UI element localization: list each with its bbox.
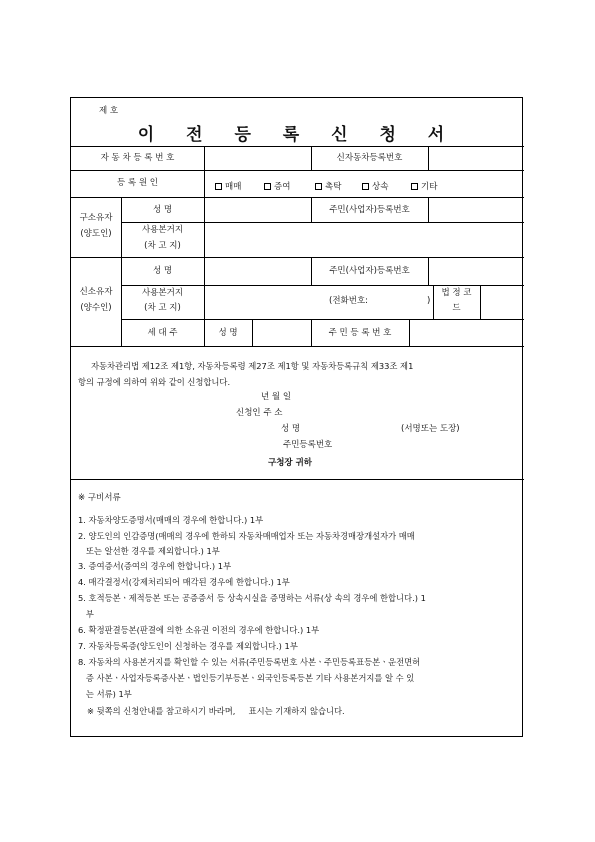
checkbox-icon bbox=[264, 183, 271, 190]
checkbox-icon bbox=[315, 183, 322, 190]
reason-label: 등 록 원 인 bbox=[117, 178, 158, 188]
new-reg-no-field[interactable] bbox=[429, 147, 523, 169]
old-owner-location-field[interactable] bbox=[205, 223, 523, 256]
document-item: 7. 자동차등록증(양도인이 신청하는 경우를 제외합니다.) 1부 bbox=[78, 641, 298, 651]
reason-option-gift[interactable]: 증여 bbox=[264, 180, 290, 192]
new-owner-id-label: 주민(사업자)등록번호 bbox=[329, 266, 410, 276]
new-owner-sub: (양수인) bbox=[80, 303, 112, 313]
phone-close: ) bbox=[427, 296, 431, 306]
document-item: 5. 호적등본ㆍ제적등본 또는 공증증서 등 상속시실을 증명하는 서류(상 속의 경우에 한합니다.) 1 bbox=[78, 593, 426, 603]
reason-option-other[interactable]: 기타 bbox=[411, 180, 437, 192]
reason-option-inheritance[interactable]: 상속 bbox=[362, 180, 388, 192]
old-owner-id-label: 주민(사업자)등록번호 bbox=[329, 205, 410, 215]
old-owner-name-field[interactable] bbox=[205, 198, 310, 221]
old-owner-id-field[interactable] bbox=[429, 198, 523, 221]
applicant-id-label: 주민등록번호 bbox=[283, 440, 333, 450]
new-reg-no-label: 신자동차등록번호 bbox=[336, 153, 403, 163]
new-owner-name-field[interactable] bbox=[205, 258, 310, 284]
sign-label: (서명또는 도장) bbox=[401, 424, 460, 434]
checkbox-icon bbox=[411, 183, 418, 190]
old-owner-label: 구소유자 bbox=[79, 213, 113, 223]
form-number-label: 제 호 bbox=[99, 106, 119, 116]
documents-header: ※ 구비서류 bbox=[78, 493, 121, 503]
old-owner-garage-label: (차 고 지) bbox=[144, 241, 181, 251]
new-owner-id-field[interactable] bbox=[429, 258, 523, 284]
household-head-label: 세 대 주 bbox=[147, 328, 178, 338]
new-owner-location-field[interactable] bbox=[205, 286, 432, 318]
form-title: 이 전 등 록 신 청 서 bbox=[137, 125, 458, 145]
documents-note: ※ 뒷쪽의 신청안내를 참고하시기 바라며, 표시는 기재하지 않습니다. bbox=[87, 706, 345, 716]
new-owner-label: 신소유자 bbox=[79, 287, 113, 297]
document-item: 는 서류) 1부 bbox=[78, 689, 132, 699]
application-form bbox=[70, 97, 523, 737]
reason-option-commission[interactable]: 촉탁 bbox=[315, 180, 341, 192]
date-line: 년 월 일 bbox=[261, 392, 292, 402]
old-owner-name-label: 성 명 bbox=[152, 205, 173, 215]
declaration-line-2: 항의 규정에 의하여 위와 같이 신청합니다. bbox=[78, 377, 231, 387]
old-owner-sub: (양도인) bbox=[80, 229, 112, 239]
document-item: 4. 매각결정서(강제처리되어 매각된 경우에 한합니다.) 1부 bbox=[78, 577, 290, 587]
household-id-field[interactable] bbox=[410, 320, 523, 345]
document-item: 6. 확정판결등본(판결에 의한 소유권 이전의 경우에 한합니다.) 1부 bbox=[78, 625, 320, 635]
household-name-label: 성 명 bbox=[218, 328, 238, 338]
checkbox-icon bbox=[362, 183, 369, 190]
document-item: 또는 알선한 경우를 제외합니다.) 1부 bbox=[78, 546, 220, 556]
vehicle-reg-no-field[interactable] bbox=[205, 147, 310, 169]
addressee: 구청장 귀하 bbox=[268, 458, 313, 468]
household-name-field[interactable] bbox=[253, 320, 310, 345]
document-item: 1. 자동차양도증명서(매매의 경우에 한합니다.) 1부 bbox=[78, 515, 264, 525]
applicant-name-label: 성 명 bbox=[281, 424, 301, 434]
document-item: 8. 자동차의 사용본거지를 확인할 수 있는 서류(주민등록번호 사본ㆍ주민등록표등본ㆍ운전면허 bbox=[78, 657, 421, 667]
document-item: 증 사본ㆍ사업자등록증사본ㆍ법인등기부등본ㆍ외국인등록등본 기타 사용본거지를 알 수 있 bbox=[78, 673, 415, 683]
court-code-field[interactable] bbox=[481, 286, 523, 318]
document-item: 부 bbox=[78, 609, 94, 619]
document-item: 3. 증여증서(증여의 경우에 한합니다.) 1부 bbox=[78, 561, 232, 571]
phone-label: (전화번호: bbox=[329, 296, 369, 306]
new-owner-garage-label: (차 고 지) bbox=[144, 303, 181, 313]
document-item: 2. 양도인의 인감증명(매매의 경우에 한하되 자동차매매업자 또는 자동차경매장개설자가 매매 bbox=[78, 531, 415, 541]
checkbox-icon bbox=[215, 183, 222, 190]
new-owner-name-label: 성 명 bbox=[152, 266, 173, 276]
new-owner-location-label: 사용본거지 bbox=[141, 288, 184, 298]
applicant-address-label: 신청인 주 소 bbox=[236, 408, 283, 418]
reason-option-sale[interactable]: 매매 bbox=[215, 180, 241, 192]
declaration-line-1: 자동차관리법 제12조 제1항, 자동차등록령 제27조 제1항 및 자동차등록규칙 제33조 제1 bbox=[91, 361, 414, 371]
vehicle-reg-no-label: 자 동 차 등 록 번 호 bbox=[100, 153, 175, 163]
court-code-label: 법 정 코 bbox=[441, 288, 472, 298]
old-owner-location-label: 사용본거지 bbox=[141, 225, 184, 235]
household-id-label: 주 민 등 록 번 호 bbox=[328, 328, 392, 338]
court-code-label-2: 드 bbox=[452, 303, 461, 313]
